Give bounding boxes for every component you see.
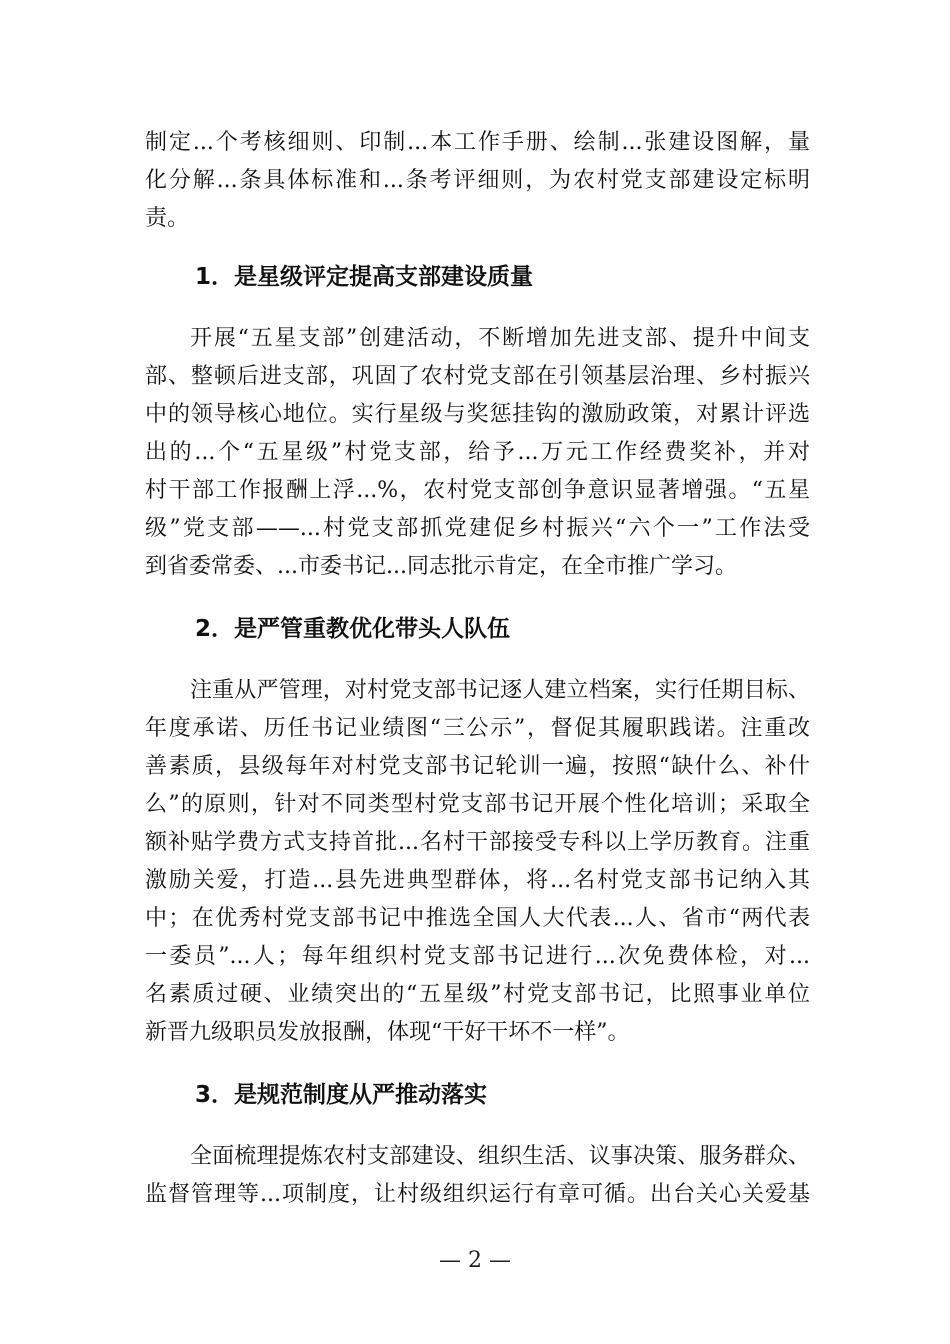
- section3-line-2: 监督管理等...项制度，让村级组织运行有章可循。出台关心关爱基: [145, 1182, 810, 1207]
- section3-line-1: 全面梳理提炼农村支部建设、组织生活、议事决策、服务群众、: [190, 1144, 810, 1169]
- section1-line-3: 中的领导核心地位。实行星级与奖惩挂钩的激励政策，对累计评选: [145, 402, 810, 427]
- section2-line-10: 新晋九级职员发放报酬，体现“干好干坏不一样”。: [145, 1020, 630, 1045]
- section1-line-4: 出的...个“五星级”村党支部，给予...万元工作经费奖补，并对: [145, 440, 810, 465]
- section1-heading: 1．是星级评定提高支部建设质量: [195, 264, 534, 290]
- page-number: — 2 —: [439, 1248, 511, 1273]
- intro-line-1: 制定...个考核细则、印制...本工作手册、绘制...张建设图解，量: [145, 130, 810, 155]
- intro-line-3: 责。: [145, 206, 190, 231]
- intro-line-2: 化分解...条具体标准和...条考评细则，为农村党支部建设定标明: [145, 168, 810, 193]
- section1-line-7: 到省委常委、...市委书记...同志批示肯定，在全市推广学习。: [145, 554, 737, 579]
- section2-line-4: 么”的原则，针对不同类型村党支部书记开展个性化培训；采取全: [145, 792, 810, 817]
- section1-line-1: 开展“五星支部”创建活动，不断增加先进支部、提升中间支: [190, 326, 810, 351]
- section1-line-2: 部、整顿后进支部，巩固了农村党支部在引领基层治理、乡村振兴: [145, 364, 810, 389]
- section1-line-6: 级”党支部——...村党支部抓党建促乡村振兴“六个一”工作法受: [145, 516, 810, 541]
- section1-line-5: 村干部工作报酬上浮...%，农村党支部创争意识显著增强。“五星: [145, 478, 810, 503]
- section2-line-2: 年度承诺、历任书记业绩图“三公示”，督促其履职践诺。注重改: [145, 716, 810, 741]
- section3-heading: 3．是规范制度从严推动落实: [195, 1082, 488, 1108]
- section2-line-1: 注重从严管理，对村党支部书记逐人建立档案，实行任期目标、: [190, 678, 810, 703]
- section2-heading: 2．是严管重教优化带头人队伍: [195, 616, 511, 642]
- section2-line-7: 中；在优秀村党支部书记中推选全国人大代表...人、省市“两代表: [145, 906, 810, 931]
- section2-line-6: 激励关爱，打造...县先进典型群体，将...名村党支部书记纳入其: [145, 868, 810, 893]
- section2-line-9: 名素质过硬、业绩突出的“五星级”村党支部书记，比照事业单位: [145, 982, 810, 1007]
- section2-line-8: 一委员”...人；每年组织村党支部书记进行...次免费体检，对...: [145, 944, 810, 969]
- section2-line-3: 善素质，县级每年对村党支部书记轮训一遍，按照“缺什么、补什: [145, 754, 810, 779]
- section2-line-5: 额补贴学费方式支持首批...名村干部接受专科以上学历教育。注重: [145, 830, 810, 855]
